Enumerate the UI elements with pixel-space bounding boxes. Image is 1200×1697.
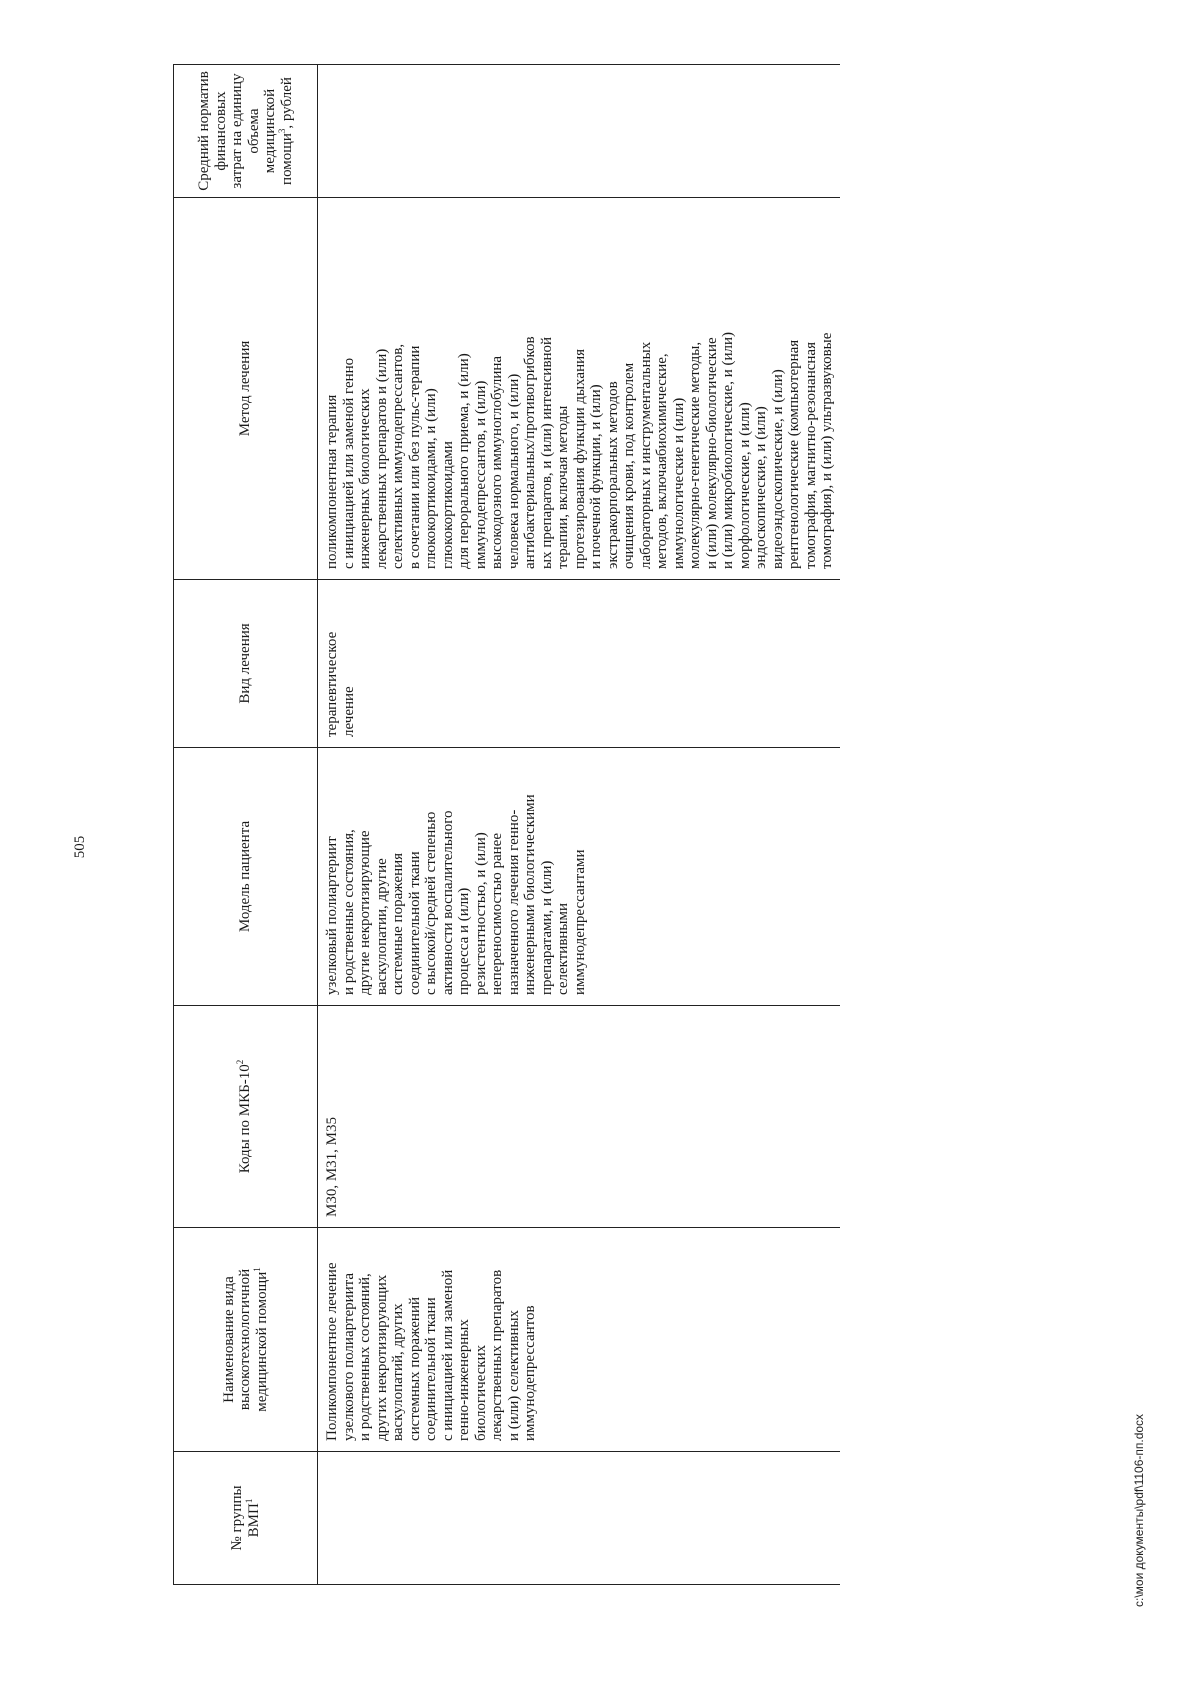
page-number: 505 — [72, 835, 88, 859]
vmp-table — [173, 64, 840, 1585]
text-line: эндоскопические, и (или) — [753, 406, 769, 569]
text-line: назначенного лечения генно- — [505, 809, 522, 995]
text-line: лекарственных препаратов — [489, 1269, 505, 1441]
header-patient-model: Модель пациента — [174, 748, 318, 1006]
text-line: узелковый полиартериит — [324, 836, 340, 995]
text-line: системных поражений — [406, 1297, 423, 1441]
text-line: селективных иммунодепрессантов, — [390, 343, 406, 569]
text-line: васкулопатии, другие — [373, 858, 390, 995]
text-line: ых препаратов, и (или) интенсивной — [538, 336, 555, 569]
cell-icd-codes — [318, 1006, 840, 1228]
text-line: резистентностью, и (или) — [472, 832, 489, 995]
text-line: иммунодепрессантов — [522, 1305, 538, 1441]
text-line: антибактериальных/противогрибков — [522, 336, 538, 569]
text-line: с инициацией или заменой — [439, 1269, 456, 1441]
text-line: с высокой/средней степенью — [423, 811, 439, 995]
header-treatment-type: Вид лечения — [174, 580, 318, 748]
text-line: молекулярно-генетические методы, — [687, 341, 703, 569]
text-line: системные поражения — [390, 852, 406, 995]
text-line: инженерными биологическими — [522, 794, 538, 995]
text-line: селективными — [555, 902, 571, 995]
text-line: узелкового полиартериита — [340, 1272, 357, 1441]
text-line: препаратами, и (или) — [538, 860, 555, 995]
text-line: методов, включаябиохимические, — [654, 353, 670, 569]
file-path-footer: c:\мои документы\pdf\1106-пп.docx — [1132, 1413, 1146, 1607]
text-line: других некротизирующих — [373, 1274, 390, 1441]
text-line: томография, магнитно-резонансная — [802, 342, 819, 569]
text-line: генно-инженерных — [456, 1319, 472, 1441]
cell-group-number — [318, 1452, 840, 1585]
text-line: инженерных биологических — [357, 388, 373, 569]
text-line: соединительной ткани — [406, 851, 423, 995]
text-line: и (или) микробиологические, и (или) — [720, 331, 736, 569]
text-line: экстракорпоральных методов — [604, 381, 621, 569]
text-line: соединительной ткани — [423, 1297, 439, 1441]
text-line: лабораторных и инструментальных — [637, 341, 654, 569]
text-line: активности воспалительного — [439, 810, 456, 995]
text-line: морфологические, и (или) — [736, 402, 753, 569]
text-line: лекарственных препаратов и (или) — [373, 348, 390, 569]
text-line: томография), и (или) ультразвуковые — [819, 332, 835, 569]
text-line: непереносимостью ранее — [489, 833, 505, 995]
text-line: иммунодепрессантами — [571, 849, 588, 995]
text-line: и почечной функции, и (или) — [588, 384, 604, 569]
header-average-cost: Средний норматив финансовых затрат на единицу объема медицинской помощи$^3$, рублей — [174, 65, 318, 198]
icd-codes-text: M30, M31, M35 — [324, 1116, 340, 1217]
text-line: лечение — [340, 686, 357, 737]
patient-model-text — [324, 756, 588, 995]
text-line: высокодозного иммуноглобулина — [489, 355, 505, 569]
header-care-type-name: Наименование вида высокотехнологичной медицинской помощи$^1$ — [174, 1228, 318, 1452]
text-line: и родственных состояний, — [357, 1273, 373, 1441]
text-line: и родственные состояния, — [340, 829, 357, 995]
header-group-number: № группы ВМП$^1$ — [174, 1452, 318, 1585]
text-line: протезирования функции дыхания — [571, 348, 588, 569]
text-line: рентгенологические (компьютерная — [786, 339, 802, 569]
text-line: человека нормального, и (или) — [505, 373, 522, 569]
text-line: и (или) селективных — [505, 1309, 522, 1441]
text-line: поликомпонентная терапия — [324, 394, 340, 569]
text-line: в сочетании или без пульс-терапии — [406, 345, 423, 569]
header-treatment-method: Метод лечения — [174, 198, 318, 580]
treatment-type-text — [324, 588, 357, 737]
table-row — [318, 65, 840, 1585]
text-line: биологических — [472, 1344, 489, 1441]
care-type-name-text — [324, 1236, 539, 1441]
text-line: видеоэндоскопические, и (или) — [769, 369, 786, 569]
text-line: глюкокортикоидами, и (или) — [423, 388, 439, 569]
text-line: с инициацией или заменой генно — [340, 357, 357, 569]
text-line: для перорального приема, и (или) — [456, 353, 472, 569]
text-line: Поликомпонентное лечение — [324, 1262, 340, 1441]
text-line: глюкокортикоидами — [439, 441, 456, 569]
cell-treatment-type — [318, 580, 840, 748]
text-line: иммунологические и (или) — [670, 397, 687, 569]
header-icd-codes: Коды по МКБ-$10^2$ — [174, 1006, 318, 1228]
text-line: васкулопатий, других — [390, 1303, 406, 1441]
cell-care-type-name — [318, 1228, 840, 1452]
text-line: и (или) молекулярно-биологические — [703, 337, 720, 569]
text-line: терапевтическое — [324, 631, 340, 737]
table-header-row — [174, 65, 318, 1585]
cell-treatment-method — [318, 198, 840, 580]
cell-average-cost — [318, 65, 840, 198]
text-line: очищения крови, под контролем — [621, 362, 637, 569]
cell-patient-model — [318, 748, 840, 1006]
text-line: процесса и (или) — [456, 887, 472, 995]
treatment-method-text — [324, 206, 836, 569]
text-line: другие некротизирующие — [357, 830, 373, 995]
text-line: терапии, включая методы — [555, 405, 571, 569]
text-line: иммунодепрессантов, и (или) — [472, 380, 489, 569]
